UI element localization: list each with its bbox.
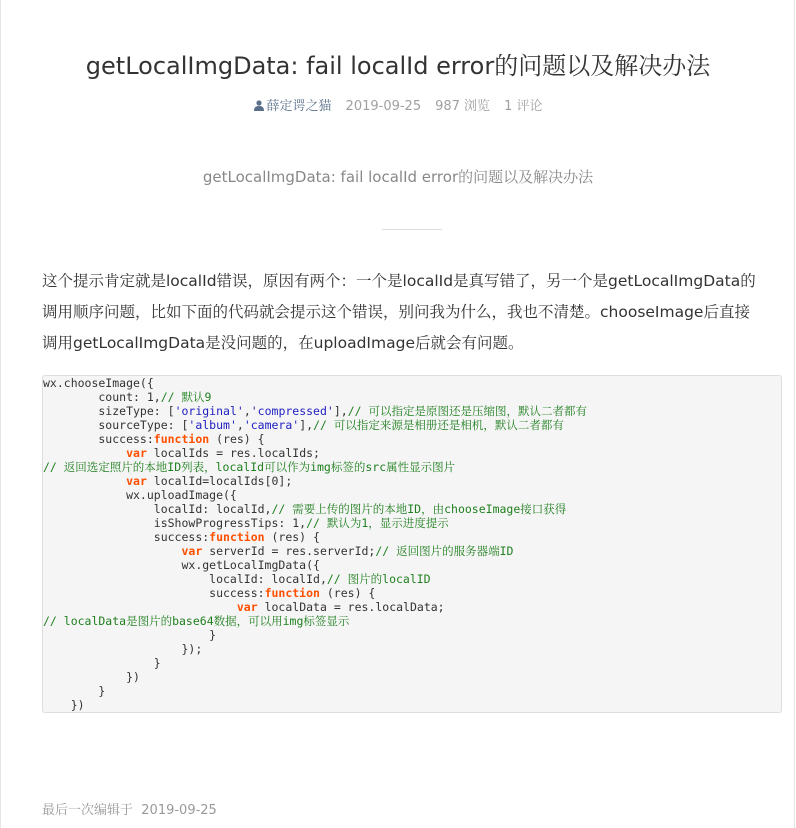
- code-block[interactable]: [42, 375, 782, 713]
- code-line: wx.chooseImage({: [43, 376, 154, 390]
- author-link[interactable]: [254, 99, 332, 114]
- code-line: var localData = res.localData;: [236, 600, 445, 614]
- comment-count-link[interactable]: 1 评论: [504, 99, 543, 114]
- code-line: var serverId = res.serverId;// 返回图片的服务器端ID: [181, 544, 514, 558]
- last-edited-label: 最后一次编辑于: [42, 803, 134, 818]
- code-line: sourceType: ['album','camera'],// 可以指定来源是相册还是相机，默认二者都有: [43, 418, 564, 432]
- code-line: }: [43, 684, 106, 698]
- code-line: var localId=localIds[0];: [126, 474, 293, 488]
- code-line: localId: localId,// 需要上传的图片的本地ID，由chooseImage接口获得: [43, 502, 567, 516]
- code-line: success:function (res) {: [43, 432, 265, 446]
- code-line: localId: localId,// 图片的localID: [43, 572, 431, 586]
- author-name: 薛定谔之猫: [266, 99, 332, 114]
- code-line: wx.uploadImage({: [43, 488, 237, 502]
- code-line: // localData是图片的base64数据，可以用img标签显示: [43, 614, 350, 628]
- article-body: [42, 266, 774, 359]
- code-line: // 返回选定照片的本地ID列表，localId可以作为img标签的src属性显示图片: [43, 460, 456, 474]
- article-title: getLocalImgData: fail localId error的问题以及解决办法: [85, 52, 711, 80]
- body-line: 这个提示肯定就是localId错误，原因有两个：一个是localId是真写错了，另一个是getLocalImgData的: [42, 272, 756, 290]
- code-line: success:function (res) {: [43, 530, 320, 544]
- post-date: 2019-09-25: [345, 99, 422, 114]
- code-line: }: [43, 656, 161, 670]
- article-subtitle: getLocalImgData: fail localId error的问题以及解决办法: [202, 168, 594, 186]
- code-line: success:function (res) {: [43, 586, 376, 600]
- code-line: wx.getLocalImgData({: [43, 558, 320, 572]
- code-line: }: [43, 628, 217, 642]
- code-line: });: [43, 642, 203, 656]
- user-icon: [254, 100, 264, 111]
- code-line: }): [43, 698, 85, 712]
- code-content: [43, 376, 781, 712]
- code-line: sizeType: ['original','compressed'],// 可以指定是原图还是压缩图，默认二者都有: [43, 404, 587, 418]
- divider: [382, 229, 442, 230]
- code-line: count: 1,// 默认9: [43, 390, 212, 404]
- code-line: var localIds = res.localIds;: [126, 446, 320, 460]
- code-line: isShowProgressTips: 1,// 默认为1，显示进度提示: [43, 516, 449, 530]
- article-meta: [0, 95, 796, 114]
- code-line: }): [43, 670, 140, 684]
- body-line: 调用顺序问题，比如下面的代码就会提示这个错误，别问我为什么，我也不清楚。chooseImage后直接: [42, 303, 750, 321]
- body-line: 调用getLocalImgData是没问题的，在uploadImage后就会有问题。: [42, 334, 524, 352]
- last-edited: [42, 799, 217, 818]
- last-edited-date: 2019-09-25: [141, 803, 217, 818]
- view-count: 987 浏览: [435, 99, 491, 114]
